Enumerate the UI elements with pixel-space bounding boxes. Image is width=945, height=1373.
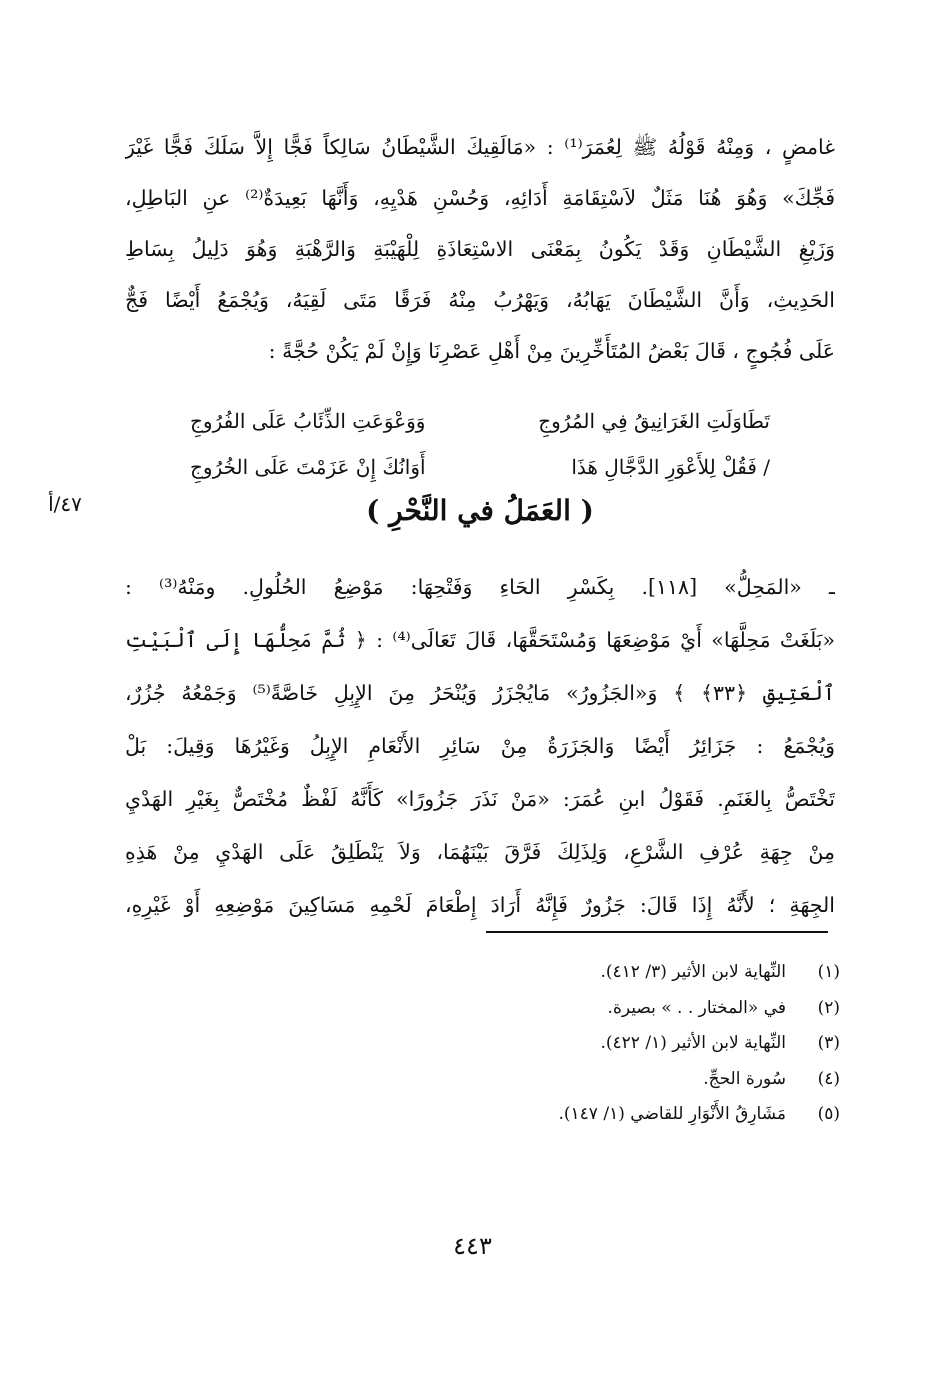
verse-first-hemistich: تَطَاوَلَتِ الغَرَانِيقُ فِي المُرُوجِ (538, 409, 770, 433)
text-line: غامضٍ ، وَمِنْهُ قَوْلُهُ ﷺ لِعُمَرَ⁽¹⁾ : «مَالَقِيكَ الشَّيْطَانُ سَالِكاً فَجًّا إِلاَّ سَلَكَ فَجًّا غَيْرَ (125, 135, 835, 159)
footnote-number: (٤) (817, 1068, 840, 1089)
footnote-number: (١) (817, 962, 840, 982)
footnote-text: النِّهاية لابن الأثير (٣/ ٤١٢). (600, 962, 786, 982)
verse-line (190, 398, 770, 444)
verse-first-hemistich: / فَقُلْ لِلأَعْوَرِ الدَّجَّالِ هَذَا (571, 455, 770, 479)
text-line: ـ «المَحِلُّ» [١١٨]. بِكَسْرِ الحَاءِ وَفَتْحِهَا: مَوْضِعُ الحُلُولِ. ومَنْهُ⁽³⁾ : (125, 575, 835, 599)
footnote-divider (486, 931, 828, 933)
verse-line (190, 444, 770, 490)
section-paragraph (125, 561, 835, 932)
footnote-text: سُورة الحجِّ. (703, 1068, 786, 1089)
footnotes (340, 955, 840, 1133)
footnote (340, 991, 840, 1027)
text-line: الحَدِيثِ، وَأَنَّ الشَّيْطَانَ يَهَابُهُ، وَيَهْرُبُ مِنْهُ فَرَقًا مَتَى لَقِيَهُ، وَيُجْمَعُ أَيْضًا فَجٌّ (125, 288, 835, 312)
section-heading: ( العَمَلُ في النَّحْرِ ) (366, 494, 594, 527)
verse-second-hemistich: أَوَانُكَ إِنْ عَزَمْتَ عَلَى الخُرُوجِ (190, 455, 426, 479)
text-line: ٱلْعَتِيقِ ﴿٣٣﴾ ﴾ وَ«الجَزُورُ» مَايُجْزَرُ وَيُنْحَرُ مِنَ الإِبِلِ خَاصَّةً⁽⁵⁾ وَجَمْعُهُ جُزُرٌ، (125, 681, 835, 705)
poetry-verses (190, 398, 770, 490)
footnote (340, 1026, 840, 1062)
text-line: «بَلَغَتْ مَحِلَّهَا» أَيْ مَوْضِعَهَا وَمُسْتَحَقَّهَا، قَالَ تَعَالَى⁽⁴⁾ : ﴿ ثُمَّ مَحِلُّهَا إِلَى ٱلْبَيْتِ (125, 628, 835, 652)
footnote-text: النِّهاية لابن الأثير (١/ ٤٢٢). (600, 1033, 786, 1053)
text-line: عَلَى فُجُوجٍ ، قَالَ بَعْضُ المُتَأَخِّرِينَ مِنْ أَهْلِ عَصْرِنَا وَإِنْ لَمْ يَكُنْ حُجَّةً : (268, 339, 835, 363)
footnote (340, 1097, 840, 1133)
page-number: ٤٤٣ (453, 1232, 492, 1260)
footnote-number: (٥) (817, 1104, 840, 1124)
footnote-text: في «المختار . . » بصيرة. (607, 997, 786, 1018)
text-line: وَزَيْغِ الشَّيْطَانِ وَقَدْ يَكُونُ بِمَعْنَى الاسْتِعَاذَةِ لِلْهَيْبَةِ وَالرَّهْبَةِ وَهُوَ دَلِيلُ بِسَاطِ (125, 237, 835, 261)
main-paragraph (125, 122, 835, 377)
text-line: مِنْ جِهَةِ عُرْفِ الشَّرْعِ، وَلِذَلِكَ فَرَّقَ بَيْنَهُمَا، وَلاَ يَنْطَلِقُ عَلَى الهَدْيِ مِنْ هَذِهِ (125, 840, 835, 864)
text-line: الجِهَةِ ؛ لأَنَّهُ إِذَا قَالَ: جَزُورٌ فَإِنَّهُ أَرَادَ إِطْعَامَ لَحْمِهِ مَسَاكِينَ مَوْضِعِهِ أَوْ غَيْرِهِ، (125, 893, 835, 917)
footnote-number: (٢) (817, 997, 840, 1018)
footnote-text: مَشَارِقُ الأَنْوَارِ للقاضي (١/ ١٤٧). (558, 1104, 786, 1124)
text-line: تَخْتَصُّ بِالغَنَمِ. فَقَوْلُ ابنِ عُمَرَ: «مَنْ نَذَرَ جَزُورًا» كَأَنَّهُ لَفْظٌ مُخْتَصٌّ بِغَيْرِ الهَدْيِ (125, 787, 835, 811)
footnote (340, 955, 840, 991)
footnote-number: (٣) (817, 1033, 840, 1053)
verse-second-hemistich: وَوَعْوَعَتِ الذِّئَابُ عَلَى الفُرُوجِ (190, 409, 426, 433)
footnote (340, 1062, 840, 1098)
text-line: فَجِّكَ» وَهُوَ هُنَا مَثَلٌ لاَسْتِقَامَةِ أَدَائِهِ، وَحُسْنِ هَدْيِهِ، وَأَنَّهَا بَعِيدَةٌ⁽²⁾ عنِ البَاطِلِ، (125, 186, 835, 210)
manuscript-folio-marker: ٤٧/أ (48, 492, 82, 516)
text-line: وَيُجْمَعُ : جَزَائِرُ أَيْضًا وَالجَزَرَةُ مِنْ سَائِرِ الأَنْعَامِ الإِبِلُ وَغَيْرُهَا وَقِيلَ: بَلْ (125, 734, 835, 758)
